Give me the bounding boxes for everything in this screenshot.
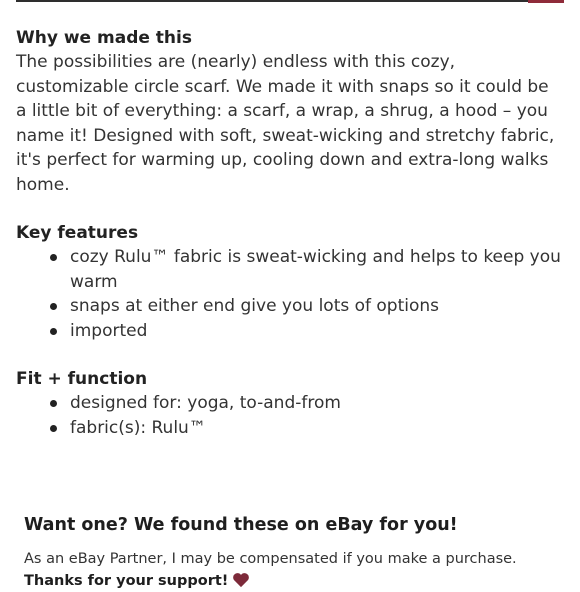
why-heading: Why we made this: [16, 28, 192, 48]
ebay-thanks: Thanks for your support!: [24, 573, 229, 589]
heart-icon: [232, 572, 250, 588]
fit-function-heading: Fit + function: [16, 369, 148, 389]
fit-function-list: [16, 391, 564, 440]
top-divider: [16, 0, 564, 2]
list-item: designed for: yoga, to-and-from: [70, 391, 564, 416]
product-description: [16, 26, 564, 440]
top-divider-accent: [528, 0, 564, 3]
list-item: imported: [70, 319, 564, 344]
list-item: fabric(s): Rulu™: [70, 416, 564, 441]
list-item: snaps at either end give you lots of options: [70, 294, 564, 319]
ebay-disclosure-text: As an eBay Partner, I may be compensated if you make a purchase.: [24, 551, 517, 567]
ebay-recommendations: [24, 512, 556, 592]
list-item: cozy Rulu™ fabric is sweat-wicking and helps to keep you warm: [70, 245, 564, 294]
ebay-title: Want one? We found these on eBay for you!: [24, 515, 458, 535]
why-body: The possibilities are (nearly) endless with this cozy, customizable circle scarf. We made it with snaps so it could be a little bit of everything: a scarf, a wrap, a shrug, a hood – you name it! Designed with soft, sweat-wicking and stretchy fabric, it's perfect for warming up, cooling down and extra-long walks home.: [16, 52, 555, 195]
ebay-disclosure: [24, 548, 556, 592]
key-features-heading: Key features: [16, 223, 139, 243]
key-features-list: [16, 245, 564, 343]
